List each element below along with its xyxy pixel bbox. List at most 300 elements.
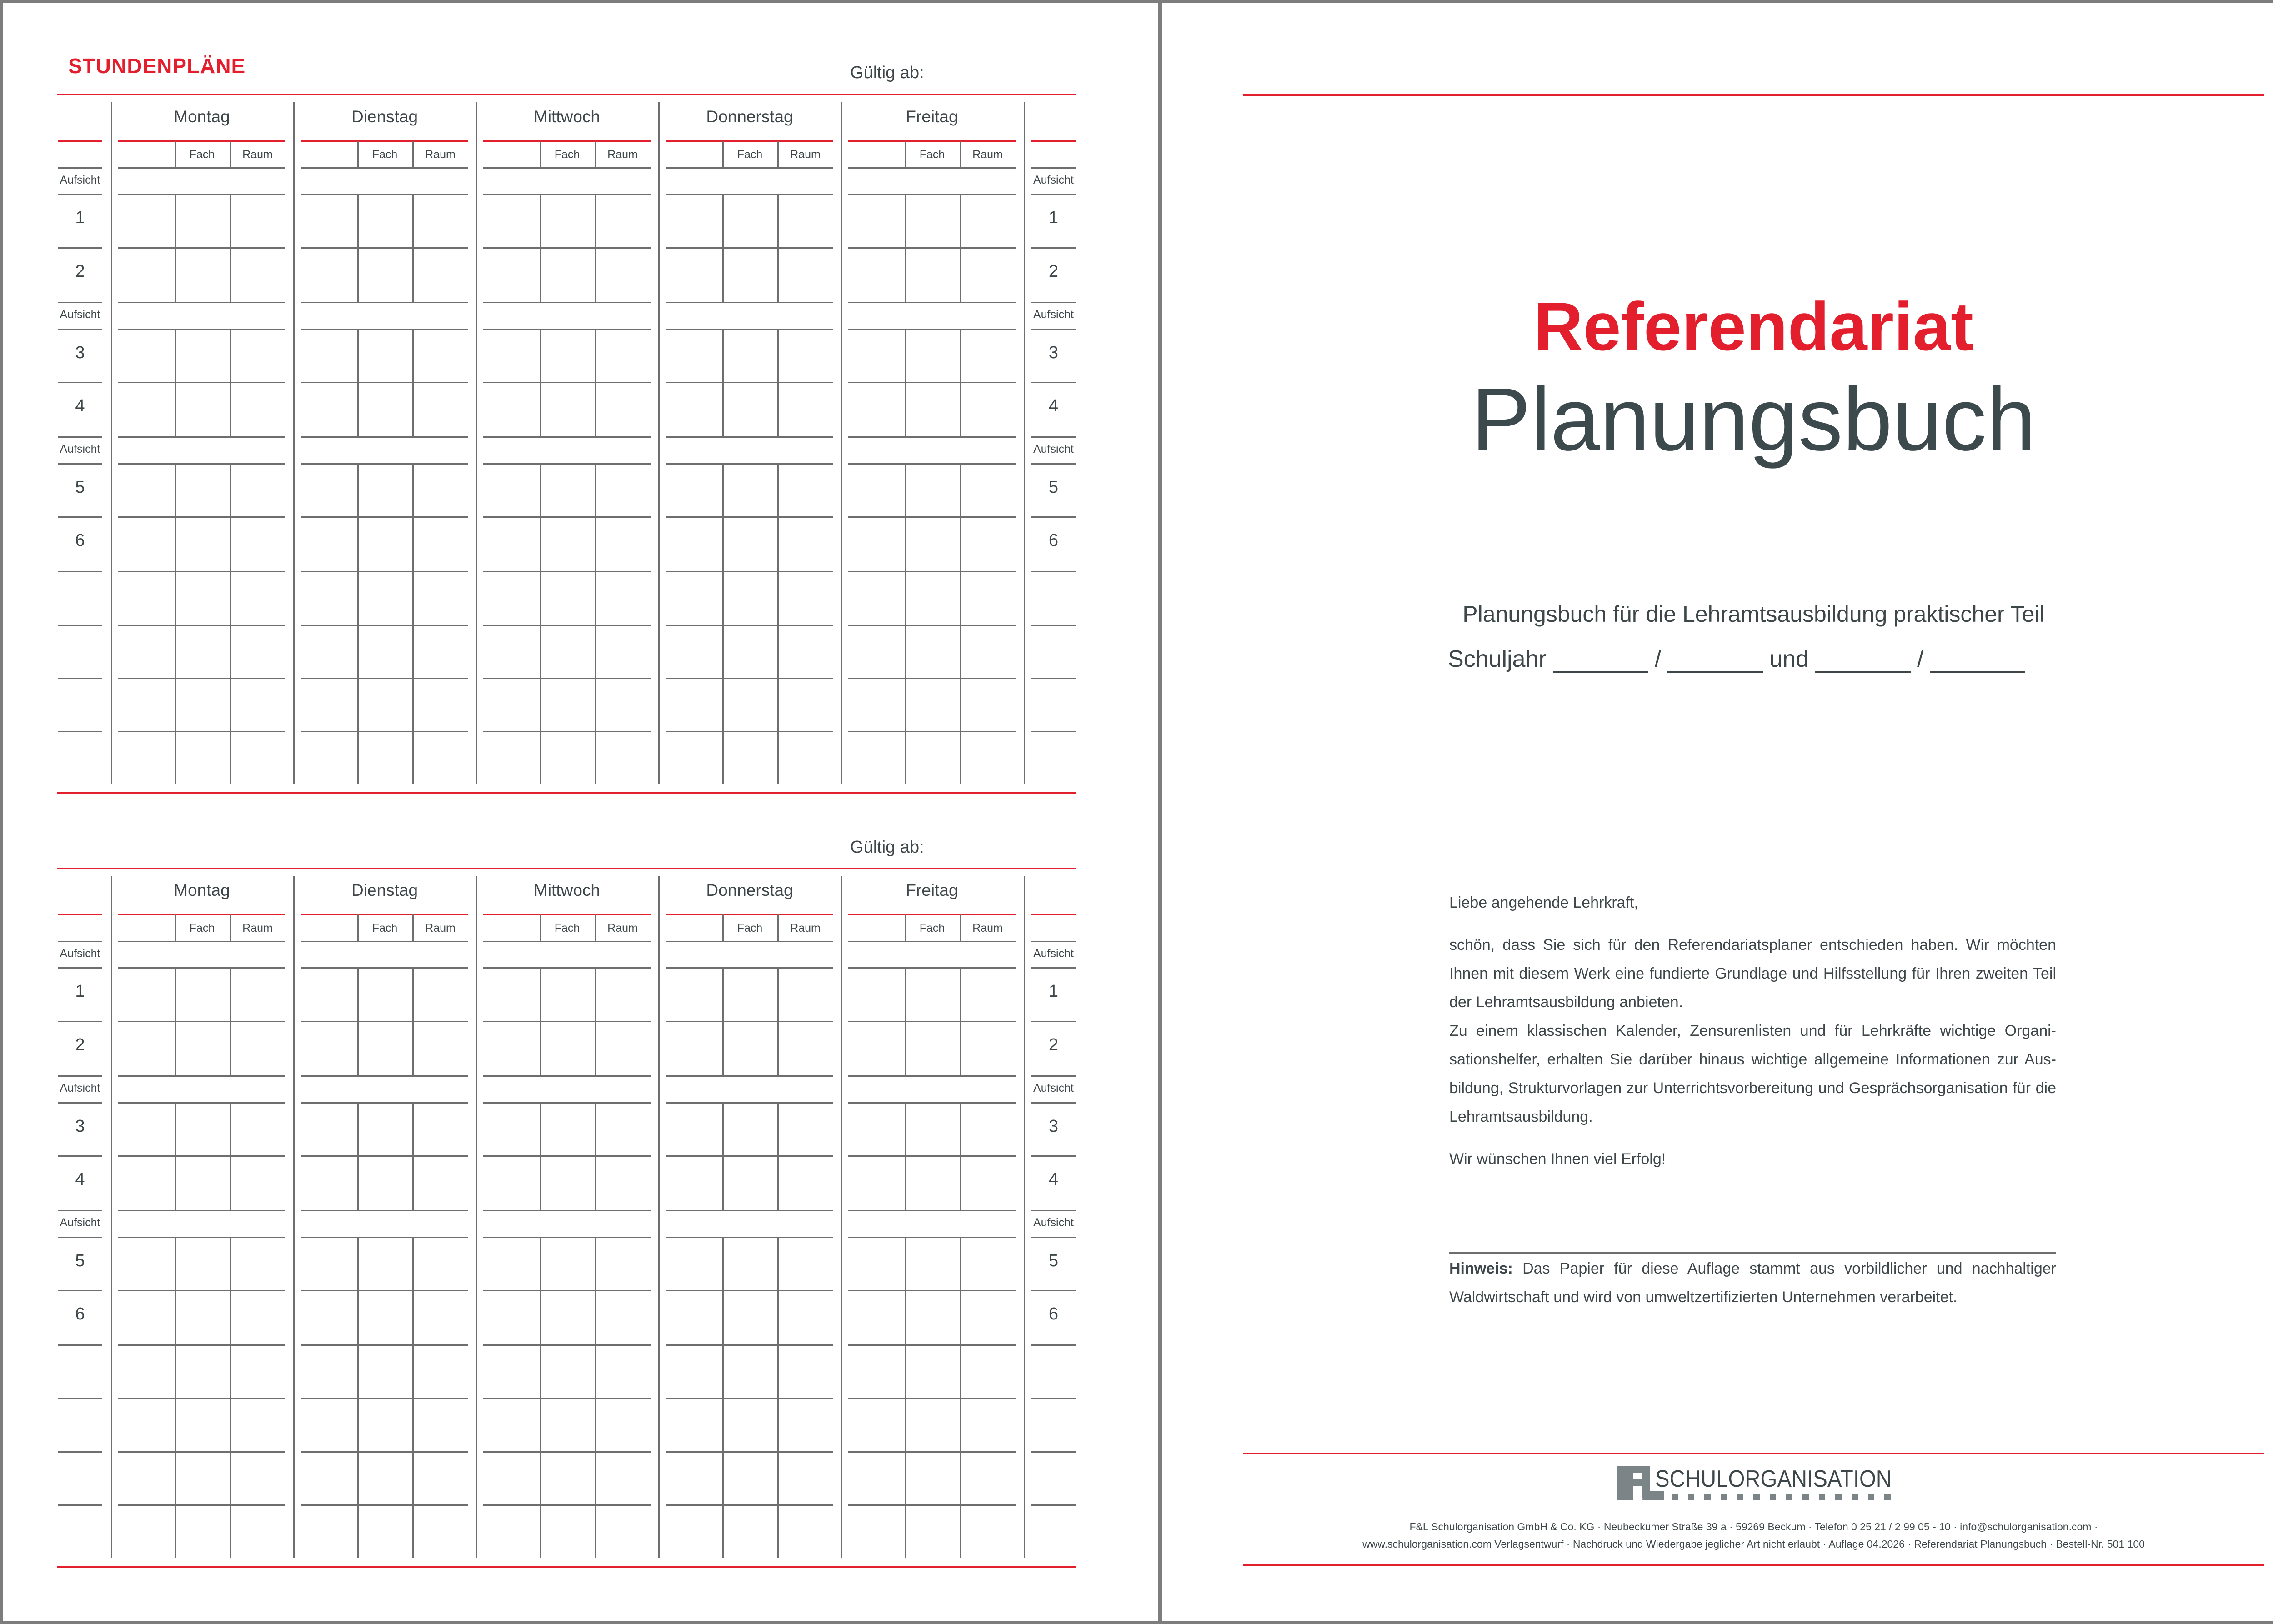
timetable-cell[interactable] [483,1291,651,1344]
timetable-cell[interactable] [848,249,1016,302]
timetable-cell[interactable] [848,438,1016,463]
label-hline [58,1102,102,1104]
day-red-rule [118,140,285,142]
timetable-cell[interactable] [301,1104,468,1155]
label-col-red-rule [1031,140,1076,142]
subheader-fach: Fach [919,148,945,161]
label-hline [58,247,102,249]
grid-vline [722,141,724,167]
row-label-period-2: 2 [1048,262,1059,281]
timetable-cell[interactable] [848,518,1016,571]
timetable-cell[interactable] [301,626,468,678]
timetable-cell[interactable] [848,1291,1016,1344]
school-year-field-4[interactable] [1930,651,2025,673]
timetable-cell[interactable] [666,1346,833,1398]
label-hline [58,1155,102,1157]
subheader-fach: Fach [737,148,763,161]
timetable-cell[interactable] [301,1346,468,1398]
timetable-cell[interactable] [483,1211,651,1237]
label-col-red-rule [58,914,102,915]
timetable-cell[interactable] [483,1346,651,1398]
day-red-rule [483,140,651,142]
svg-text:SCHULORGANISATION: SCHULORGANISATION [1655,1466,1892,1492]
timetable-top-rule [57,868,1076,869]
subheader-raum: Raum [425,922,456,934]
grid-vline [722,914,724,941]
timetable-cell[interactable] [848,303,1016,329]
timetable-cell[interactable] [848,330,1016,382]
welcome-letter [1449,889,2056,1174]
subheader-raum: Raum [607,148,638,161]
timetable-cell[interactable] [301,518,468,571]
timetable-cell[interactable] [301,572,468,625]
timetable-cell[interactable] [301,1211,468,1237]
timetable-cell[interactable] [848,732,1016,784]
label-hline [58,1075,102,1077]
school-year-field-1[interactable] [1553,651,1648,673]
school-year-field-3[interactable] [1815,651,1911,673]
timetable-cell[interactable] [483,303,651,329]
timetable-cell[interactable] [118,1453,285,1504]
timetable-cell[interactable] [483,1453,651,1504]
label-hline [58,1398,102,1399]
page-divider [1158,0,1162,1624]
timetable-cell[interactable] [666,330,833,382]
timetable-top-rule [57,94,1076,95]
timetable-cell[interactable] [118,249,285,302]
label-hline [58,302,102,303]
timetable-cell[interactable] [483,1238,651,1290]
row-label-period-2: 2 [1048,1035,1059,1054]
timetable-cell[interactable] [848,1506,1016,1558]
timetable-cell[interactable] [483,1022,651,1075]
grid-vline [777,141,779,167]
timetable-cell[interactable] [848,1453,1016,1504]
day-header-donnerstag: Donnerstag [706,107,793,126]
timetable-cell[interactable] [848,1399,1016,1451]
label-hline [1031,1210,1076,1211]
label-hline [1031,382,1076,383]
row-label-period-2: 2 [75,1035,85,1054]
label-hline [58,941,102,942]
timetable-cell[interactable] [848,1238,1016,1290]
timetable-cell[interactable] [118,465,285,516]
timetable-cell[interactable] [118,679,285,731]
hint-text: Das Papier für diese Auflage stammt aus vorbildlicher und nachhaltiger Waldwirtschaft und wird von umweltzertifizierten Unternehmen verarbeitet. [1449,1260,2057,1306]
timetable-cell[interactable] [118,1157,285,1210]
label-hline [58,1290,102,1291]
label-hline [58,1504,102,1506]
timetable-cell[interactable] [848,942,1016,967]
timetable-cell[interactable] [848,169,1016,194]
timetable-cell[interactable] [118,1238,285,1290]
row-label-period-5: 5 [1048,1251,1059,1270]
timetable-cell[interactable] [666,1453,833,1504]
timetable-cell[interactable] [483,518,651,571]
timetable-cell[interactable] [666,195,833,247]
label-hline [1031,463,1076,465]
label-hline [1031,678,1076,679]
grid-vline [960,914,961,941]
cover-title-referendariat: Referendariat [1533,288,1974,365]
subheader-fach: Fach [919,922,945,934]
day-header-mittwoch: Mittwoch [534,107,600,126]
label-hline [1031,329,1076,330]
label-hline [1031,436,1076,438]
label-hline [58,382,102,383]
timetable-cell[interactable] [848,1157,1016,1210]
timetable-cell[interactable] [483,330,651,382]
valid-from-field[interactable] [946,843,1073,861]
grid-vline [412,914,414,941]
timetable-cell[interactable] [483,679,651,731]
timetable-cell[interactable] [118,1506,285,1558]
timetable-cell[interactable] [666,1399,833,1451]
timetable-cell[interactable] [483,732,651,784]
timetable-cell[interactable] [301,1157,468,1210]
timetable-cell[interactable] [301,249,468,302]
row-label-period-2: 2 [75,262,85,281]
label-hline [1031,194,1076,195]
letter-paragraph-1: schön, dass Sie sich für den Referendariatsplaner entschieden haben. Wir möchten Ihnen mit diesem Werk eine fundierte Grundlage und Hilfsstellung für Ihren zweiten Teil der Lehramtsausbildung anbieten. [1449,936,2056,1011]
timetable-cell[interactable] [118,1022,285,1075]
timetable-cell[interactable] [118,969,285,1021]
timetable-cell[interactable] [848,626,1016,678]
label-hline [58,625,102,626]
timetable-cell[interactable] [666,1291,833,1344]
grid-vline [905,914,906,941]
label-col-red-rule [1031,914,1076,915]
section-title: STUNDENPLÄNE [68,54,246,78]
school-year-conjunction: und [1769,646,1809,672]
timetable-cell[interactable] [301,330,468,382]
cover-title-planungsbuch: Planungsbuch [1471,370,2036,469]
timetable-cell[interactable] [301,438,468,463]
grid-vline [595,141,596,167]
timetable-cell[interactable] [118,942,285,967]
timetable-cell[interactable] [301,1238,468,1290]
valid-from-label: Gültig ab: [850,838,924,857]
grid-vline [293,876,295,1558]
row-label-aufsicht: Aufsicht [1033,1082,1074,1094]
grid-vline [476,102,477,784]
timetable-cell[interactable] [666,1022,833,1075]
timetable-cell[interactable] [666,1238,833,1290]
timetable-cell[interactable] [666,679,833,731]
timetable-cell[interactable] [666,169,833,194]
label-hline [1031,167,1076,169]
timetable-cell[interactable] [666,626,833,678]
grid-vline [357,914,359,941]
letter-greeting: Liebe angehende Lehrkraft, [1449,894,1638,911]
grid-vline [476,876,477,1558]
subheader-raum: Raum [790,148,821,161]
day-header-donnerstag: Donnerstag [706,881,793,899]
day-header-freitag: Freitag [906,107,958,126]
row-label-aufsicht: Aufsicht [1033,174,1074,186]
timetable-cell[interactable] [666,1077,833,1102]
timetable-cell[interactable] [301,195,468,247]
row-label-period-5: 5 [1048,478,1059,497]
grid-vline [357,141,359,167]
grid-vline [293,102,295,784]
subheader-fach: Fach [372,148,398,161]
timetable-cell[interactable] [301,1077,468,1102]
subheader-fach: Fach [737,922,763,934]
row-label-aufsicht: Aufsicht [60,1216,100,1229]
subheader-raum: Raum [972,922,1003,934]
logo-mark-icon [1616,1466,1893,1502]
label-hline [1031,1504,1076,1506]
row-label-period-4: 4 [1048,1170,1059,1189]
grid-vline [412,141,414,167]
row-label-aufsicht: Aufsicht [1033,443,1074,455]
day-header-dienstag: Dienstag [351,107,418,126]
subheader-raum: Raum [242,922,273,934]
label-hline [1031,1344,1076,1346]
timetable-cell[interactable] [301,732,468,784]
timetable-cell[interactable] [118,438,285,463]
timetable-cell[interactable] [301,942,468,967]
subheader-raum: Raum [242,148,273,161]
timetable-cell[interactable] [118,383,285,436]
timetable-cell[interactable] [301,1506,468,1558]
row-label-period-6: 6 [75,1304,85,1324]
timetable-cell[interactable] [848,1077,1016,1102]
timetable-cell[interactable] [118,303,285,329]
timetable-bottom-rule [57,1566,1076,1568]
grid-vline [1024,102,1025,784]
timetable-cell[interactable] [666,249,833,302]
label-hline [58,1344,102,1346]
grid-vline [595,914,596,941]
row-label-period-5: 5 [75,478,85,497]
label-hline [58,731,102,732]
timetable-cell[interactable] [301,1453,468,1504]
timetable-cell[interactable] [301,1399,468,1451]
row-label-period-1: 1 [75,982,85,1001]
day-red-rule [848,140,1016,142]
hint-separator [1449,1252,2056,1254]
row-label-period-3: 3 [75,343,85,362]
timetable-cell[interactable] [666,303,833,329]
row-label-aufsicht: Aufsicht [60,443,100,455]
timetable-cell[interactable] [301,169,468,194]
grid-vline [230,914,231,941]
row-label-aufsicht: Aufsicht [1033,1216,1074,1229]
timetable-cell[interactable] [118,1211,285,1237]
subheader-fach: Fach [189,922,215,934]
timetable-cell[interactable] [483,383,651,436]
fl-schulorganisation-logo [1616,1466,1893,1502]
grid-vline [540,141,541,167]
grid-vline [960,141,961,167]
grid-vline [905,141,906,167]
timetable-cell[interactable] [666,1506,833,1558]
grid-vline [175,141,176,167]
timetable-cell[interactable] [848,1022,1016,1075]
subheader-fach: Fach [189,148,215,161]
day-header-montag: Montag [174,107,230,126]
timetable-cell[interactable] [666,732,833,784]
label-hline [58,678,102,679]
timetable-cell[interactable] [848,195,1016,247]
label-hline [58,571,102,572]
timetable-cell[interactable] [483,1157,651,1210]
school-year-label: Schuljahr [1448,646,1547,672]
timetable-cell[interactable] [483,1399,651,1451]
timetable-cell[interactable] [666,518,833,571]
label-hline [58,167,102,169]
row-label-aufsicht: Aufsicht [1033,308,1074,321]
label-hline [58,1021,102,1022]
timetable-cell[interactable] [666,465,833,516]
grid-vline [777,914,779,941]
row-label-aufsicht: Aufsicht [60,174,100,186]
timetable-cell[interactable] [483,249,651,302]
row-label-aufsicht: Aufsicht [60,1082,100,1094]
timetable-cell[interactable] [118,572,285,625]
timetable-cell[interactable] [483,969,651,1021]
timetable-cell[interactable] [301,383,468,436]
day-header-mittwoch: Mittwoch [534,881,600,899]
school-year-line [1448,645,2032,673]
subheader-raum: Raum [607,922,638,934]
label-hline [1031,1398,1076,1399]
row-label-period-3: 3 [1048,343,1059,362]
timetable-cell[interactable] [666,969,833,1021]
timetable-cell[interactable] [301,1291,468,1344]
school-year-separator-1: / [1654,646,1662,672]
subheader-raum: Raum [972,148,1003,161]
label-hline [1031,516,1076,518]
timetable-cell[interactable] [848,572,1016,625]
timetable-cell[interactable] [118,1104,285,1155]
footer-line-1: F&L Schulorganisation GmbH & Co. KG · Neubeckumer Straße 39 a · 59269 Beckum · Telefon 0 25 21 / 2 99 05 - 10 · info@schulorganisation.com · [1409,1521,2098,1533]
timetable-cell[interactable] [118,518,285,571]
grid-vline [540,914,541,941]
timetable-cell[interactable] [848,1346,1016,1398]
cover-subtitle: Planungsbuch für die Lehramtsausbildung praktischer Teil [1462,601,2045,627]
day-red-rule [666,914,833,915]
timetable-cell[interactable] [118,1346,285,1398]
row-label-period-4: 4 [1048,396,1059,415]
timetable-cell[interactable] [118,195,285,247]
timetable-cell[interactable] [483,1077,651,1102]
label-hline [58,463,102,465]
day-red-rule [118,914,285,915]
grid-vline [658,876,660,1558]
hint-label: Hinweis: [1449,1260,1513,1277]
label-hline [1031,1290,1076,1291]
label-hline [58,1451,102,1453]
timetable-cell[interactable] [666,438,833,463]
row-label-period-1: 1 [1048,982,1059,1001]
timetable-cell[interactable] [483,572,651,625]
label-hline [58,1210,102,1211]
timetable-cell[interactable] [118,732,285,784]
label-hline [1031,1075,1076,1077]
timetable-cell[interactable] [666,383,833,436]
label-hline [58,329,102,330]
timetable-cell[interactable] [301,303,468,329]
timetable-cell[interactable] [301,679,468,731]
label-hline [1031,967,1076,969]
row-label-period-6: 6 [1048,531,1059,550]
timetable-cell[interactable] [118,330,285,382]
label-hline [1031,302,1076,303]
timetable-cell[interactable] [483,626,651,678]
row-label-period-3: 3 [1048,1117,1059,1136]
valid-from-field[interactable] [946,68,1073,86]
day-red-rule [848,914,1016,915]
grid-vline [841,102,842,784]
label-hline [1031,1155,1076,1157]
timetable-cell[interactable] [118,169,285,194]
footer-line-2: www.schulorganisation.com Verlagsentwurf · Nachdruck und Wiedergabe jeglicher Art nicht erlaubt · Auflage 04.2026 · Referendariat Planungsbuch · Bestell-Nr. 501 100 [1362,1538,2145,1550]
timetable-cell[interactable] [848,465,1016,516]
label-hline [58,194,102,195]
timetable-cell[interactable] [848,1211,1016,1237]
row-label-period-1: 1 [1048,208,1059,227]
timetable-cell[interactable] [483,942,651,967]
footer-top-rule [1243,1453,2264,1454]
grid-vline [841,876,842,1558]
row-label-period-1: 1 [75,208,85,227]
timetable-cell[interactable] [848,969,1016,1021]
timetable-cell[interactable] [848,679,1016,731]
timetable-cell[interactable] [483,465,651,516]
timetable-cell[interactable] [666,942,833,967]
timetable-cell[interactable] [118,626,285,678]
grid-vline [111,102,112,784]
hint-note [1449,1254,2056,1312]
timetable-cell[interactable] [483,1506,651,1558]
timetable-cell[interactable] [301,465,468,516]
timetable-cell[interactable] [483,169,651,194]
timetable-cell[interactable] [118,1399,285,1451]
timetable-bottom-rule [57,792,1076,794]
timetable-cell[interactable] [118,1077,285,1102]
timetable-cell[interactable] [483,195,651,247]
valid-from-label: Gültig ab: [850,63,924,82]
school-year-field-2[interactable] [1667,651,1763,673]
letter-paragraph-2: Zu einem klassischen Kalender, Zensurenlisten und für Lehrkräfte wichtige Organi-sationshelfer, erhalten Sie darüber hinaus wichtige allgemeine Informationen zur Aus-bildung, Strukturvorlagen zur Unterrichtsvorbereitung und Gesprächsorganisation für die Lehramtsausbildung. [1449,1022,2056,1125]
timetable-cell[interactable] [666,1104,833,1155]
timetable-cell[interactable] [666,1211,833,1237]
timetable-cell[interactable] [666,572,833,625]
timetable-cell[interactable] [848,383,1016,436]
timetable-cell[interactable] [301,1022,468,1075]
label-hline [1031,571,1076,572]
label-hline [58,1237,102,1238]
row-label-period-4: 4 [75,1170,85,1189]
label-hline [1031,731,1076,732]
top-rule [1243,94,2264,96]
timetable-cell[interactable] [483,1104,651,1155]
timetable-cell[interactable] [118,1291,285,1344]
row-label-aufsicht: Aufsicht [60,947,100,960]
timetable-cell[interactable] [848,1104,1016,1155]
timetable-cell[interactable] [301,969,468,1021]
label-hline [1031,1237,1076,1238]
label-hline [1031,247,1076,249]
label-hline [1031,1102,1076,1104]
label-hline [1031,941,1076,942]
timetable-cell[interactable] [483,438,651,463]
timetable-cell[interactable] [666,1157,833,1210]
footer-bottom-rule [1243,1564,2264,1566]
